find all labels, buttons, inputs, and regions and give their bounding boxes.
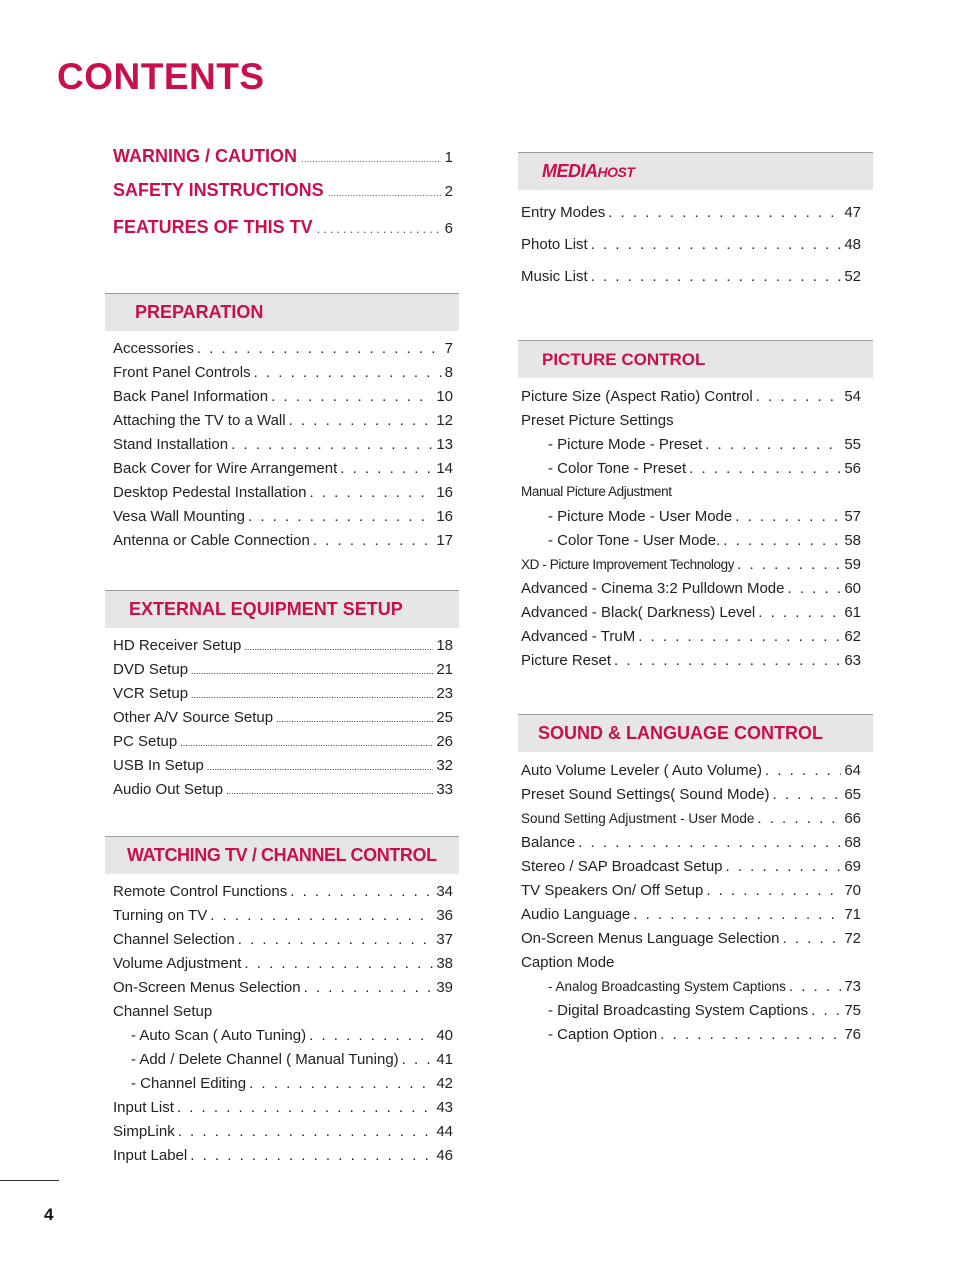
- toc-entry[interactable]: [521, 436, 861, 460]
- entry-title: PC Setup: [113, 733, 178, 750]
- toc-entry[interactable]: [113, 733, 453, 757]
- entry-title: - Channel Editing: [131, 1075, 247, 1092]
- toc-entry[interactable]: [113, 412, 453, 436]
- entry-list: [105, 340, 459, 556]
- dot-leader: [290, 883, 433, 900]
- entry-title: Front Panel Controls: [113, 364, 251, 381]
- dot-leader: [178, 1123, 434, 1140]
- toc-entry[interactable]: [113, 388, 453, 412]
- toc-entry[interactable]: [521, 628, 861, 652]
- entry-page: 60: [844, 580, 861, 597]
- entry-page: 52: [844, 268, 861, 285]
- section-sound-language: [518, 714, 873, 1050]
- toc-entry[interactable]: [113, 955, 453, 979]
- entry-page: 21: [436, 661, 453, 678]
- entry-page: 36: [436, 907, 453, 924]
- toc-entry[interactable]: [521, 604, 861, 628]
- entry-page: 25: [436, 709, 453, 726]
- entry-page: 55: [844, 436, 861, 453]
- section-header: [518, 152, 873, 190]
- dot-leader: [787, 580, 841, 597]
- toc-entry-warning[interactable]: [113, 146, 453, 180]
- entry-page: 73: [844, 978, 861, 995]
- entry-page: 66: [844, 810, 861, 827]
- entry-title: Picture Size (Aspect Ratio) Control: [521, 388, 753, 405]
- toc-entry[interactable]: [521, 906, 861, 930]
- entry-page: 13: [436, 436, 453, 453]
- entry-title: - Picture Mode - User Mode: [548, 508, 733, 525]
- toc-entry[interactable]: [113, 979, 453, 1003]
- entry-title: - Picture Mode - Preset: [548, 436, 703, 453]
- toc-entry[interactable]: [521, 954, 861, 978]
- entry-page: 16: [436, 508, 453, 525]
- entry-title: WARNING / CAUTION: [113, 146, 297, 166]
- entry-page: 16: [436, 484, 453, 501]
- section-title: WATCHING TV / CHANNEL CONTROL: [127, 845, 437, 865]
- dot-leader: [207, 762, 433, 772]
- dot-leader: [811, 1002, 841, 1019]
- entry-title: Entry Modes: [521, 204, 606, 221]
- section-title: SOUND & LANGUAGE CONTROL: [538, 723, 823, 743]
- dot-leader: [328, 188, 441, 199]
- dot-leader: [197, 340, 442, 357]
- section-header: [518, 714, 873, 752]
- entry-title: On-Screen Menus Language Selection: [521, 930, 780, 947]
- entry-page: 64: [844, 762, 861, 779]
- entry-title: Channel Setup: [113, 1003, 213, 1020]
- dot-leader: [317, 221, 441, 236]
- dot-leader: [591, 236, 842, 253]
- entry-page: 46: [436, 1147, 453, 1164]
- toc-entry[interactable]: [113, 1147, 453, 1171]
- entry-title: Advanced - Black( Darkness) Level: [521, 604, 756, 621]
- toc-entry[interactable]: [113, 685, 453, 709]
- entry-list: [105, 637, 459, 805]
- toc-entry[interactable]: [113, 931, 453, 955]
- entry-title: Channel Selection: [113, 931, 235, 948]
- toc-entry[interactable]: [521, 508, 861, 532]
- toc-entry[interactable]: [521, 204, 861, 236]
- dot-leader: [608, 204, 841, 221]
- dot-leader: [276, 714, 433, 724]
- entry-page: 58: [844, 532, 861, 549]
- entry-page: 59: [844, 556, 861, 573]
- mediahost-logo: [542, 161, 634, 182]
- toc-entry[interactable]: [521, 484, 861, 508]
- section-watching-tv: [105, 836, 459, 1171]
- dot-leader: [190, 1147, 433, 1164]
- entry-list: [518, 388, 873, 676]
- dot-leader: [191, 666, 433, 676]
- section-title: PREPARATION: [135, 302, 264, 322]
- entry-title: Advanced - Cinema 3:2 Pulldown Mode: [521, 580, 785, 597]
- toc-entry[interactable]: [521, 236, 861, 268]
- entry-title: Input Label: [113, 1147, 188, 1164]
- page-title: CONTENTS: [57, 56, 265, 97]
- dot-leader: [689, 460, 841, 477]
- dot-leader: [238, 931, 434, 948]
- entry-page: 44: [436, 1123, 453, 1140]
- dot-leader: [783, 930, 842, 947]
- entry-page: 1: [444, 149, 453, 166]
- dot-leader: [254, 364, 442, 381]
- entry-page: 8: [444, 364, 453, 381]
- entry-page: 37: [436, 931, 453, 948]
- entry-title: Advanced - TruM: [521, 628, 636, 645]
- entry-title: Other A/V Source Setup: [113, 709, 274, 726]
- entry-title: HD Receiver Setup: [113, 637, 242, 654]
- section-preparation: [105, 293, 459, 556]
- toc-entry[interactable]: [113, 532, 453, 556]
- entry-title: Preset Picture Settings: [521, 412, 674, 429]
- entry-page: 26: [436, 733, 453, 750]
- entry-page: 54: [844, 388, 861, 405]
- entry-page: 23: [436, 685, 453, 702]
- toc-entry[interactable]: [521, 834, 861, 858]
- entry-title: Remote Control Functions: [113, 883, 288, 900]
- toc-entry[interactable]: [521, 810, 861, 834]
- mediahost-title-small: HOST: [597, 164, 635, 180]
- entry-title: Audio Language: [521, 906, 631, 923]
- entry-page: 40: [436, 1027, 453, 1044]
- entry-page: 71: [844, 906, 861, 923]
- toc-entry[interactable]: [521, 652, 861, 676]
- toc-entry[interactable]: [113, 484, 453, 508]
- toc-entry[interactable]: [113, 709, 453, 733]
- entry-page: 17: [436, 532, 453, 549]
- toc-entry[interactable]: [521, 978, 861, 1002]
- dot-leader: [614, 652, 841, 669]
- entry-page: 57: [844, 508, 861, 525]
- dot-leader: [633, 906, 841, 923]
- entry-title: Turning on TV: [113, 907, 208, 924]
- dot-leader: [340, 460, 433, 477]
- section-picture-control: [518, 340, 873, 676]
- toc-entry[interactable]: [113, 1099, 453, 1123]
- toc-entry[interactable]: [521, 460, 861, 484]
- entry-title: TV Speakers On/ Off Setup: [521, 882, 704, 899]
- entry-page: 38: [436, 955, 453, 972]
- dot-leader: [638, 628, 841, 645]
- dot-leader: [249, 1075, 433, 1092]
- entry-title: Attaching the TV to a Wall: [113, 412, 286, 429]
- dot-leader: [591, 268, 842, 285]
- toc-entry[interactable]: [521, 762, 861, 786]
- entry-title: Back Panel Information: [113, 388, 269, 405]
- entry-page: 62: [844, 628, 861, 645]
- dot-leader: [177, 1099, 433, 1116]
- toc-entry[interactable]: [113, 1123, 453, 1147]
- entry-title: Antenna or Cable Connection: [113, 532, 310, 549]
- entry-title: SAFETY INSTRUCTIONS: [113, 180, 324, 200]
- dot-leader: [301, 154, 441, 165]
- entry-title: Vesa Wall Mounting: [113, 508, 246, 525]
- dot-leader: [726, 858, 842, 875]
- dot-leader: [313, 532, 434, 549]
- page-number: 4: [44, 1205, 54, 1224]
- dot-leader: [309, 1027, 433, 1044]
- toc-entry[interactable]: [113, 460, 453, 484]
- toc-entry[interactable]: [113, 661, 453, 685]
- dot-leader: [705, 436, 841, 453]
- entry-title: FEATURES OF THIS TV: [113, 217, 313, 237]
- dot-leader: [402, 1051, 434, 1068]
- entry-page: 18: [436, 637, 453, 654]
- entry-title: Sound Setting Adjustment - User Mode: [521, 811, 755, 826]
- toc-entry[interactable]: [521, 786, 861, 810]
- toc-entry[interactable]: [521, 580, 861, 604]
- toc-entry[interactable]: [521, 388, 861, 412]
- dot-leader: [765, 762, 841, 779]
- dot-leader: [244, 642, 433, 652]
- toc-entry[interactable]: [113, 340, 453, 364]
- dot-leader: [578, 834, 841, 851]
- entry-title: - Add / Delete Channel ( Manual Tuning): [131, 1051, 399, 1068]
- entry-page: 7: [444, 340, 453, 357]
- entry-page: 14: [436, 460, 453, 477]
- entry-title: - Color Tone - User Mode.: [548, 532, 721, 549]
- entry-title: Music List: [521, 268, 588, 285]
- entry-title: Stand Installation: [113, 436, 229, 453]
- dot-leader: [210, 907, 433, 924]
- toc-entry[interactable]: [521, 412, 861, 436]
- entry-page: 65: [844, 786, 861, 803]
- entry-page: 69: [844, 858, 861, 875]
- dot-leader: [772, 786, 841, 803]
- entry-title: Picture Reset: [521, 652, 612, 669]
- entry-title: DVD Setup: [113, 661, 189, 678]
- toc-entry[interactable]: [113, 781, 453, 805]
- entry-title: SimpLink: [113, 1123, 175, 1140]
- entry-title: - Color Tone - Preset: [548, 460, 687, 477]
- entry-title: Back Cover for Wire Arrangement: [113, 460, 338, 477]
- toc-entry[interactable]: [521, 930, 861, 954]
- entry-title: Accessories: [113, 340, 194, 357]
- dot-leader: [226, 786, 433, 796]
- toc-entry[interactable]: [521, 858, 861, 882]
- toc-entry[interactable]: [113, 1051, 453, 1075]
- entry-title: Caption Mode: [521, 954, 615, 971]
- entry-title: Volume Adjustment: [113, 955, 242, 972]
- section-header: [518, 340, 873, 378]
- dot-leader: [271, 388, 433, 405]
- entry-title: Photo List: [521, 236, 588, 253]
- toc-entry[interactable]: [113, 364, 453, 388]
- toc-entry[interactable]: [113, 508, 453, 532]
- toc-entry-features[interactable]: [113, 217, 453, 251]
- dot-leader: [737, 556, 841, 573]
- entry-page: 43: [436, 1099, 453, 1116]
- entry-page: 76: [844, 1026, 861, 1043]
- entry-page: 10: [436, 388, 453, 405]
- entry-page: 63: [844, 652, 861, 669]
- entry-title: Manual Picture Adjustment: [521, 484, 672, 499]
- entry-page: 34: [436, 883, 453, 900]
- entry-page: 47: [844, 204, 861, 221]
- entry-title: VCR Setup: [113, 685, 189, 702]
- entry-page: 72: [844, 930, 861, 947]
- entry-page: 75: [844, 1002, 861, 1019]
- toc-entry[interactable]: [113, 637, 453, 661]
- entry-page: 68: [844, 834, 861, 851]
- toc-entry[interactable]: [113, 883, 453, 907]
- toc-entry[interactable]: [113, 907, 453, 931]
- entry-page: 56: [844, 460, 861, 477]
- entry-page: 61: [844, 604, 861, 621]
- dot-leader: [789, 978, 841, 995]
- entry-title: Auto Volume Leveler ( Auto Volume): [521, 762, 762, 779]
- dot-leader: [735, 508, 841, 525]
- toc-entry[interactable]: [521, 532, 861, 556]
- section-header: [105, 590, 459, 628]
- entry-page: 70: [844, 882, 861, 899]
- top-entries: [113, 146, 453, 251]
- dot-leader: [723, 532, 841, 549]
- entry-list: [105, 883, 459, 1171]
- dot-leader: [244, 955, 433, 972]
- entry-page: 2: [444, 183, 453, 200]
- section-title: EXTERNAL EQUIPMENT SETUP: [129, 599, 403, 619]
- entry-page: 39: [436, 979, 453, 996]
- section-mediahost: [518, 152, 873, 300]
- entry-page: 33: [436, 781, 453, 798]
- dot-leader: [289, 412, 434, 429]
- section-header: [105, 836, 459, 874]
- entry-list: [518, 762, 873, 1050]
- dot-leader: [191, 690, 433, 700]
- entry-page: 6: [444, 220, 453, 237]
- dot-leader: [231, 436, 433, 453]
- toc-entry[interactable]: [113, 436, 453, 460]
- toc-entry[interactable]: [113, 1027, 453, 1051]
- dot-leader: [248, 508, 433, 525]
- dot-leader: [758, 604, 841, 621]
- section-external-equipment: [105, 590, 459, 805]
- entry-title: Balance: [521, 834, 576, 851]
- entry-title: Audio Out Setup: [113, 781, 224, 798]
- dot-leader: [304, 979, 434, 996]
- dot-leader: [756, 388, 842, 405]
- entry-title: Desktop Pedestal Installation: [113, 484, 307, 501]
- entry-title: Preset Sound Settings( Sound Mode): [521, 786, 770, 803]
- toc-entry[interactable]: [521, 268, 861, 300]
- footer-rule: [0, 1180, 59, 1181]
- toc-entry[interactable]: [521, 556, 861, 580]
- entry-title: - Auto Scan ( Auto Tuning): [131, 1027, 307, 1044]
- section-header: [105, 293, 459, 331]
- section-title: PICTURE CONTROL: [542, 349, 706, 369]
- entry-list: [518, 204, 873, 300]
- toc-entry[interactable]: [521, 1026, 861, 1050]
- entry-title: On-Screen Menus Selection: [113, 979, 301, 996]
- entry-title: Input List: [113, 1099, 174, 1116]
- dot-leader: [309, 484, 433, 501]
- entry-title: XD - Picture Improvement Technology: [521, 557, 735, 572]
- dot-leader: [757, 810, 841, 827]
- entry-page: 41: [436, 1051, 453, 1068]
- toc-entry[interactable]: [113, 1075, 453, 1099]
- entry-title: USB In Setup: [113, 757, 204, 774]
- toc-entry[interactable]: [113, 1003, 453, 1027]
- entry-page: 12: [436, 412, 453, 429]
- entry-title: - Analog Broadcasting System Captions: [548, 979, 786, 994]
- entry-page: 42: [436, 1075, 453, 1092]
- dot-leader: [660, 1026, 841, 1043]
- toc-entry[interactable]: [113, 757, 453, 781]
- entry-page: 32: [436, 757, 453, 774]
- dot-leader: [180, 738, 433, 748]
- entry-title: - Caption Option: [548, 1026, 658, 1043]
- toc-entry-safety[interactable]: [113, 180, 453, 214]
- entry-title: - Digital Broadcasting System Captions: [548, 1002, 809, 1019]
- mediahost-title-main: MEDIA: [542, 161, 598, 181]
- entry-page: 48: [844, 236, 861, 253]
- entry-title: Stereo / SAP Broadcast Setup: [521, 858, 723, 875]
- toc-entry[interactable]: [521, 882, 861, 906]
- dot-leader: [706, 882, 841, 899]
- toc-entry[interactable]: [521, 1002, 861, 1026]
